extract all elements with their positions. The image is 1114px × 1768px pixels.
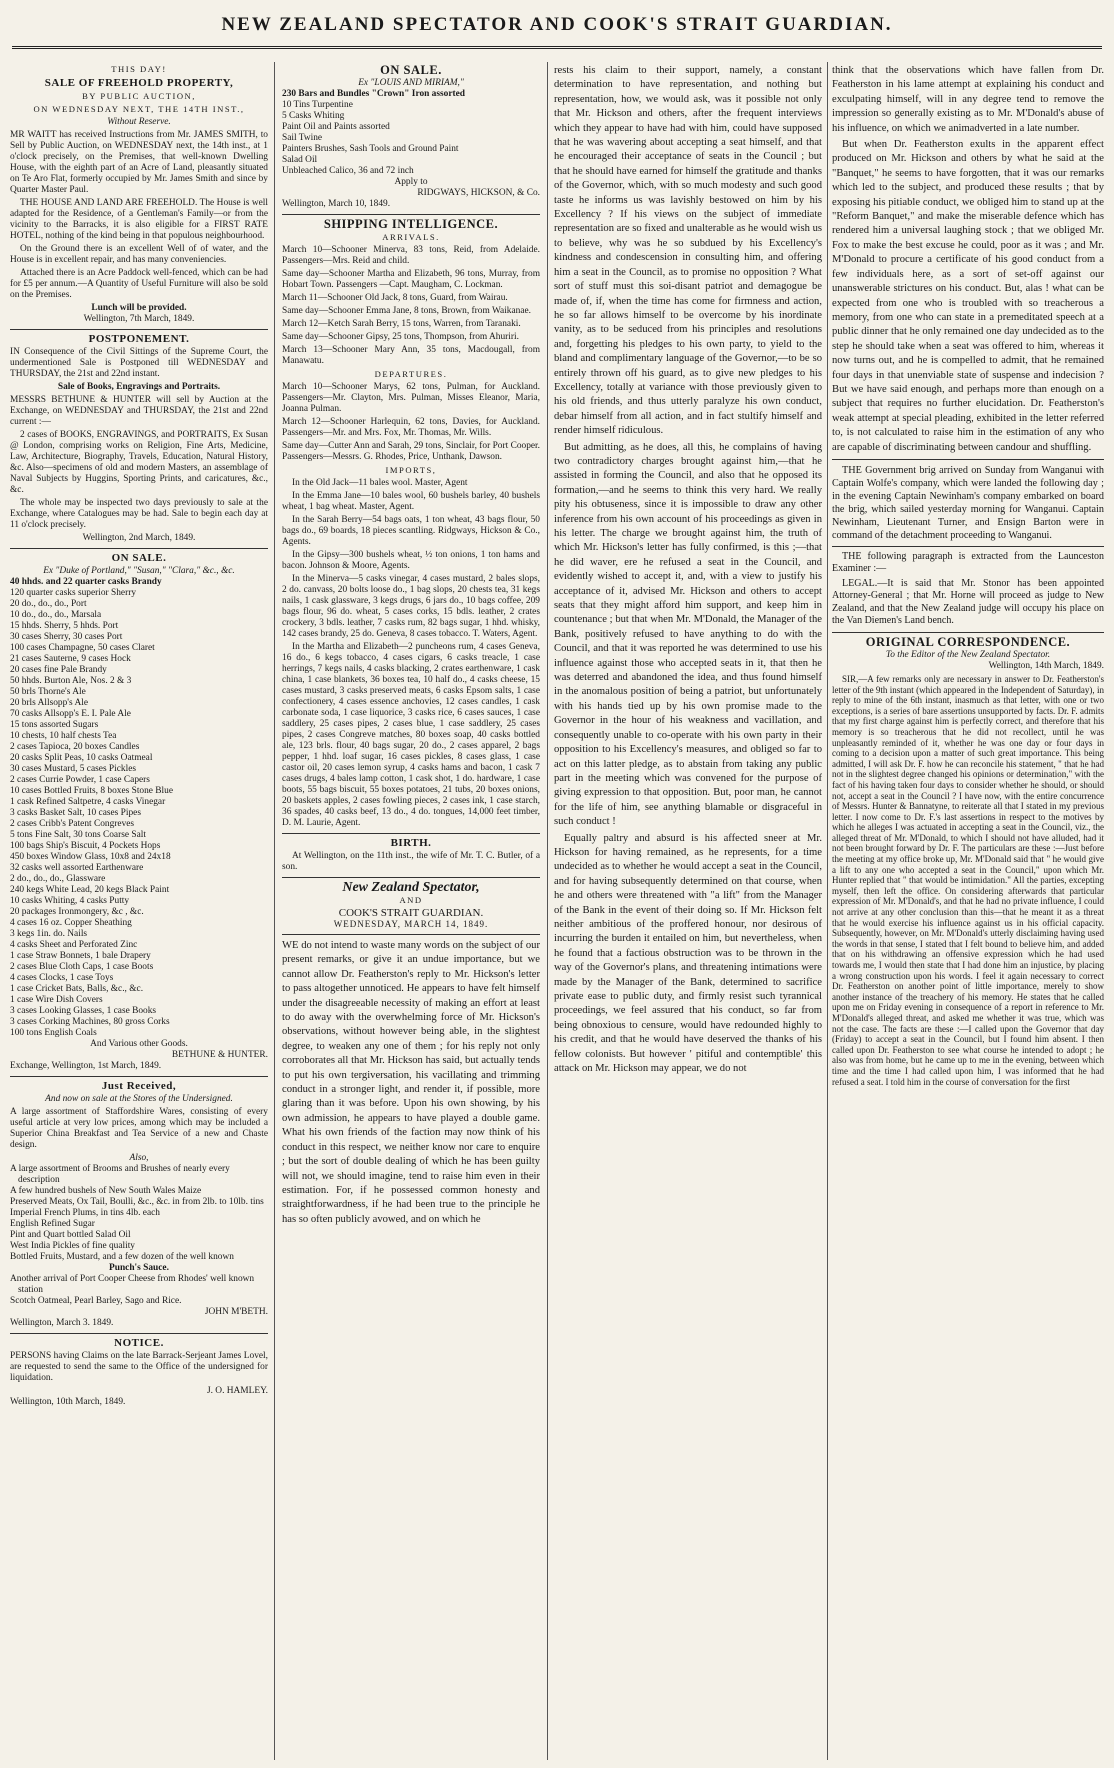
list-item: 70 casks Allsopp's E. I. Pale Ale bbox=[10, 709, 131, 719]
list-item: 30 cases Sherry, 30 cases Port bbox=[10, 632, 123, 642]
ad-subhead: Sale of Books, Engravings and Portraits. bbox=[57, 382, 221, 392]
list-item: 1 case Straw Bonnets, 1 bale Drapery bbox=[10, 951, 151, 961]
list-item: 4 cases Clocks, 1 case Toys bbox=[10, 973, 114, 983]
birth-notice: At Wellington, on the 11th inst., the wife of Mr. T. C. Butler, of a son. bbox=[282, 851, 540, 872]
ad-subtitle: ON WEDNESDAY NEXT, THE 14TH INST., bbox=[33, 104, 245, 114]
list-item: 5 tons Fine Salt, 30 tons Coarse Salt bbox=[10, 830, 146, 840]
ad-subtitle: BY PUBLIC AUCTION, bbox=[82, 91, 196, 101]
list-item: 2 cases Tapioca, 20 boxes Candles bbox=[10, 742, 140, 752]
shipping-entry: March 12—Schooner Harlequin, 62 tons, Davies, for Auckland. Passengers—Mr. and Mrs. Fox, Mr. Thomas, Mr. Wills. bbox=[282, 417, 540, 438]
list-item: 15 tons assorted Sugars bbox=[10, 720, 99, 730]
editorial-masthead-and: AND bbox=[399, 895, 423, 905]
shipping-entry: In the Sarah Berry—54 bags oats, 1 ton wheat, 43 bags flour, 50 bags do., 69 boards, 18 pieces scantling. Ridgways, Hickson & Co., Agents. bbox=[282, 515, 540, 547]
list-item: 10 do., do., do., Marsala bbox=[10, 610, 102, 620]
ad-lead: 230 Bars and Bundles "Crown" Iron assorted bbox=[282, 89, 466, 99]
list-item: 3 casks Basket Salt, 10 cases Pipes bbox=[10, 808, 141, 818]
list-item: 10 Tins Turpentine bbox=[282, 100, 353, 110]
editorial-paragraph: rests his claim to their support, namely, a constant determination to have representation, and nothing but representation, how, we would ask, was it possible not only that Mr. Hickson and others, after the frequent interviews which they appear to have had with him, could have supposed that he was wavering about accepting a seat himself, and that he encouraged their acceptance of seats in the Council ; but that he should have earned for himself the gratitude and thanks of the Governor, which, with so much modesty and such good taste he informs us was lavishly bestowed on him by his Excellency ? If his views on the subject of immediate representation are so fixed and unalterable as he would wish us to believe, why was he so subdued by his Excellency's kindness and condescension in consulting him, and offering him a seat in the Council, as to promise no opposition ? What sort of stuff must this soi-disant patriot and demagogue be made of, if, when the time has come for firmness and action, he so far allows himself to be overcome by his inordinate vanity, as to be seduced from his principles and resolutions and, forgetting his pledges to his own party, to yield to the bland and complimentary language of the Governor,—to be so entirely thrown off his guard, as to give new pledges to his Excellency, totally at variance with those previously given to his old friends, and thus utterly paralyze his own conduct, debar himself from all action, and in fact stultify himself and render himself ridiculous. bbox=[554, 65, 822, 437]
editorial-paragraph: think that the observations which have fallen from Dr. Featherston in his lame attempt at explaining his conduct and exculpating himself, will in any degree tend to remove the impression so generally existing as to Mr. M'Donald's abuse of his influence, on which we animadverted in a late number. bbox=[832, 65, 1104, 134]
ad-paragraph: 2 cases of BOOKS, ENGRAVINGS, and PORTRAITS, Ex Susan @ London, comprising works on Religion, Fine Arts, Medicine, Law, Architecture, Biography, Travels, Education, Natural History, &c. Also—specimens of old and modern Masters, an assemblage of Naval Subjects by Huggins, Sporting Prints, and caricatures, &c., &c. bbox=[10, 430, 268, 495]
ad-date: Wellington, 7th March, 1849. bbox=[83, 314, 195, 324]
ad-paragraph: A large assortment of Staffordshire Wares, consisting of every useful article at very low prices, among which may be included a Superior China Breakfast and Tea Service of a new and Chaste design. bbox=[10, 1107, 268, 1150]
ad-date: Wellington, March 3. 1849. bbox=[10, 1318, 114, 1328]
editorial-paragraph: Equally paltry and absurd is his affected sneer at Mr. Hickson for having remained, as he represents, for a time undecided as to whether he would accept a seat in the Council, and for having subsequently determined on that course, when he and others were threatened with "a lift" from the Manager of the Bank in the event of their doing so. If Mr. Hickson felt neither ambitious of the proffered honour, nor desirous of incurring the burden it entailed on him, but nevertheless, when he found that a factious obstruction was to be thrown in the way of the Governor's plans, and threatening intimations were made by the Manager of the Bank, determined to sacrifice private ease to public duty, and firmly resist such tyrannical proceedings, we feel assured that his conduct, so far from being obnoxious to censure, would have redounded highly to his credit, and that he would have deserved the thanks of his fellow colonists. But however ' pitiful and contemptible' this attack on Mr. Hickson may appear, we do not bbox=[554, 832, 822, 1075]
ad-title: Just Received, bbox=[101, 1080, 177, 1092]
ad-subhead: Also, bbox=[129, 1153, 149, 1163]
ad-date: Exchange, Wellington, 1st March, 1849. bbox=[10, 1061, 162, 1071]
ad-subhead: Punch's Sauce. bbox=[109, 1263, 169, 1273]
ad-date: Wellington, March 10, 1849. bbox=[282, 199, 391, 209]
shipping-entry: In the Gipsy—300 bushels wheat, ½ ton onions, 1 ton hams and bacon. Johnson & Moore, Agents. bbox=[282, 550, 540, 571]
goods-list bbox=[282, 100, 540, 177]
divider bbox=[832, 632, 1104, 633]
list-item: Painters Brushes, Sash Tools and Ground Paint bbox=[282, 144, 459, 154]
column-divider bbox=[274, 62, 275, 1760]
newspaper-title: NEW ZEALAND SPECTATOR AND COOK'S STRAIT GUARDIAN. bbox=[221, 14, 893, 35]
ad-title: NOTICE. bbox=[114, 1337, 164, 1349]
shipping-entry: In the Emma Jane—10 bales wool, 60 bushels barley, 40 bushels wheat, 1 bag wheat. Master, Agent. bbox=[282, 491, 540, 512]
section-title: SHIPPING INTELLIGENCE. bbox=[323, 217, 499, 231]
ad-kicker: THIS DAY! bbox=[111, 64, 167, 74]
divider bbox=[832, 459, 1104, 460]
shipping-entry: March 12—Ketch Sarah Berry, 15 tons, Warren, from Taranaki. bbox=[282, 319, 521, 329]
section-title: ORIGINAL CORRESPONDENCE. bbox=[865, 634, 1071, 649]
column-divider bbox=[827, 62, 828, 1760]
news-paragraph: THE following paragraph is extracted from the Launceston Examiner :— bbox=[832, 550, 1104, 575]
shipping-entry: Same day—Schooner Emma Jane, 8 tons, Brown, from Waikanae. bbox=[282, 306, 532, 316]
ad-paragraph: THE HOUSE AND LAND ARE FREEHOLD. The House is well adapted for the Residence, of a Gentleman's Family—or from the vicinity to the Barracks, it is also eligible for a FIRST RATE HOTEL, nothing of the kind being in that populous neighbourhood. bbox=[10, 198, 268, 241]
goods-list bbox=[10, 577, 268, 1050]
list-item: And Various other Goods. bbox=[90, 1039, 188, 1049]
list-item: 21 cases Sauterne, 9 cases Hock bbox=[10, 654, 131, 664]
list-item: 15 hhds. Sherry, 5 hhds. Port bbox=[10, 621, 119, 631]
ad-paragraph: MR WAITT has received Instructions from Mr. JAMES SMITH, to Sell by Public Auction, on WEDNESDAY next, the 14th inst., at 1 o'clock precisely, on the Premises, that well-known Dwelling House, with the eighth part of an Acre of Land, pleasantly situated on Te Aro Flat, formerly occupied by Mr. James Smith and since by Quarter Master Paul. bbox=[10, 130, 268, 195]
list-item: English Refined Sugar bbox=[10, 1219, 95, 1229]
list-item: 2 do., do., do., Glassware bbox=[10, 874, 106, 884]
shipping-entry: Same day—Schooner Gipsy, 25 tons, Thompson, from Ahuriri. bbox=[282, 332, 519, 342]
goods-list bbox=[10, 1164, 268, 1263]
ad-title: SALE OF FREEHOLD PROPERTY, bbox=[44, 77, 234, 89]
ad-paragraph: MESSRS BETHUNE & HUNTER will sell by Auction at the Exchange, on WEDNESDAY and THURSDAY, the 21st and 22nd current :— bbox=[10, 395, 268, 427]
ad-subtitle: And now on sale at the Stores of the Undersigned. bbox=[45, 1094, 233, 1104]
list-item: 30 cases Mustard, 5 cases Pickles bbox=[10, 764, 137, 774]
list-item: Bottled Fruits, Mustard, and a few dozen of the well known bbox=[10, 1252, 234, 1262]
news-paragraph: THE Government brig arrived on Sunday from Wanganui with Captain Wolfe's company, which were landed the following day ; in the evening Captain Newinham's company embarked on board the brig, which sailed yesterday morning for Wanganui. Captain Newinham, Lieutenant Turner, and Ensign Barton were in command of the detachment proceeding to Wanganui. bbox=[832, 464, 1104, 541]
list-item: Scotch Oatmeal, Pearl Barley, Sago and Rice. bbox=[10, 1296, 182, 1306]
list-item: 1 case Cricket Bats, Balls, &c., &c. bbox=[10, 984, 144, 994]
list-item: Pint and Quart bottled Salad Oil bbox=[10, 1230, 131, 1240]
column-2 bbox=[282, 62, 540, 1762]
ad-signature: BETHUNE & HUNTER. bbox=[171, 1050, 268, 1060]
shipping-entry: In the Old Jack—11 bales wool. Master, Agent bbox=[292, 478, 468, 488]
list-item: 100 tons English Coals bbox=[10, 1028, 97, 1038]
column-4 bbox=[832, 62, 1104, 1762]
masthead-rule bbox=[12, 46, 1102, 49]
ad-title: ON SALE. bbox=[111, 552, 167, 564]
editorial-paragraph: WE do not intend to waste many words on the subject of our present remarks, or give it an undue importance, but we cannot allow Dr. Featherston's reply to Mr. Hickson's letter to pass altogether unnoticed. He appears to have felt himself under the disagreeable necessity of making an effort at least to do away with the overwhelming force of Mr. Hickson's observations, without however being able, in the slightest degree, to weaken any one of them ; for his reply not only corroborates all that Mr. Hickson has said, but actually tends to put his own tergiversation, his vacillating and trimming conduct in a stronger light, and render it, if possible, more glaring than it was before. Upon his own showing, by his own admission, he appears to have played a double game. What his own friends of the faction may now think of his conduct in this respect, we neither know nor care to enquire ; but the sort of double dealing of which he has been guilty will not, we should imagine, tend to raise him even in their estimation. For, if he possessed common honesty and straightforwardness, if he had been true to the principle he has so often publicly avowed, and on which he bbox=[282, 940, 540, 1225]
list-item: West India Pickles of fine quality bbox=[10, 1241, 135, 1251]
list-item: 3 kegs 1in. do. Nails bbox=[10, 929, 88, 939]
ad-paragraph: PERSONS having Claims on the late Barrack-Serjeant James Lovel, are requested to send the same to the Office of the undersigned for liquidation. bbox=[10, 1351, 268, 1383]
ad-ships: Ex "Duke of Portland," "Susan," "Clara," &c., &c. bbox=[43, 566, 235, 576]
ad-ships: Ex "LOUIS AND MIRIAM," bbox=[358, 78, 464, 88]
list-item: 1 case Wire Dish Covers bbox=[10, 995, 103, 1005]
divider bbox=[832, 546, 1104, 547]
list-item: 100 cases Champagne, 50 cases Claret bbox=[10, 643, 155, 653]
list-item: A few hundred bushels of New South Wales Maize bbox=[10, 1186, 202, 1196]
ad-paragraph: Attached there is an Acre Paddock well-fenced, which can be had for £5 per annum.—A Quantity of Useful Furniture will also be sold on the Premises. bbox=[10, 268, 268, 300]
editorial-masthead: New Zealand Spectator, bbox=[342, 880, 480, 895]
letter-address: To the Editor of the New Zealand Spectator. bbox=[885, 649, 1051, 660]
shipping-entry: March 10—Schooner Marys, 62 tons, Pulman, for Auckland. Passengers—Mr. Clayton, Mrs. Pulman, Misses Eleanor, Maria, Joanna Pulman. bbox=[282, 382, 540, 414]
shipping-entry: Same day—Cutter Ann and Sarah, 29 tons, Sinclair, for Port Cooper. Passengers—Messrs. G. Rhodes, Price, Unthank, Dawson. bbox=[282, 441, 540, 462]
ad-title: ON SALE. bbox=[380, 63, 442, 77]
list-item: Salad Oil bbox=[282, 155, 318, 165]
list-item: 50 hhds. Burton Ale, Nos. 2 & 3 bbox=[10, 676, 132, 686]
shipping-entry: In the Martha and Elizabeth—2 puncheons rum, 4 cases Geneva, 16 do., 6 kegs tobacco, 4 cases cigars, 6 casks treacle, 1 case herrings, 7 kegs nails, 4 casks blacking, 2 crates earthenware, 1 cask china, 1 case blankets, 36 boxes tea, 10 half do., 4 casks cheese, 15 cases mustard, 3 casks preserved meats, 6 casks Epsom salts, 1 case confectionery, 4 cases essence anchovies, 12 cases candles, 1 cask carbonate soda, 1 case liquorice, 3 casks rice, 6 cases sauces, 1 case saddlery, 25 cases pipes, 2 cases blue, 1 case saddlery, 25 cases pipes, 2 cases Congreve matches, 80 boxes soap, 40 casks bottled ale, 123 brls. flour, 40 bags sugar, 20 do., 2 cases apparel, 2 bags pepper, 1 hhd. loaf sugar, 16 cases pickles, 8 cases glass, 1 case castor oil, 20 cases lemon syrup, 4 casks hams and bacon, 1 cask 7 cases drugs, 4 bales lamp cotton, 1 cask shot, 1 do. hardware, 1 case boots, 55 bags biscuit, 55 boxes potatoes, 21 tubs, 20 boxes onions, 20 baskets apples, 2 cases fowling pieces, 2 cases ink, 1 case starch, 36 spades, 40 casks beef, 13 do., 4 do. tongues, 14,000 feet timber, D. M. Laurie, Agent. bbox=[282, 642, 540, 828]
goods-list bbox=[10, 1274, 268, 1307]
list-item: Imperial French Plums, in tins 4lb. each bbox=[10, 1208, 160, 1218]
list-item: 10 chests, 10 half chests Tea bbox=[10, 731, 117, 741]
editorial-masthead-subtitle: COOK'S STRAIT GUARDIAN. bbox=[338, 907, 484, 919]
ad-note: Lunch will be provided. bbox=[91, 303, 187, 313]
list-item: 120 quarter casks superior Sherry bbox=[10, 588, 137, 598]
list-item: 32 casks well assorted Earthenware bbox=[10, 863, 144, 873]
divider bbox=[10, 548, 268, 549]
list-item: 20 packages Ironmongery, &c , &c. bbox=[10, 907, 144, 917]
list-item: Another arrival of Port Cooper Cheese from Rhodes' well known station bbox=[10, 1274, 255, 1295]
ad-title: POSTPONEMENT. bbox=[88, 333, 190, 345]
list-item: 10 cases Bottled Fruits, 8 boxes Stone Blue bbox=[10, 786, 174, 796]
ad-signature: J. O. HAMLEY. bbox=[206, 1386, 268, 1396]
list-item: 4 cases 16 oz. Copper Sheathing bbox=[10, 918, 132, 928]
list-item: Paint Oil and Paints assorted bbox=[282, 122, 390, 132]
list-item: 1 cask Refined Saltpetre, 4 casks Vinegar bbox=[10, 797, 166, 807]
column-divider bbox=[547, 62, 548, 1760]
letter-body: SIR,—A few remarks only are necessary in answer to Dr. Featherston's letter of the 9th instant (which appeared in the Independent of Saturday), in reply to mine of the 6th instant, inasmuch as that letter, with one or two exceptions, is a series of bare assertions unsupported by facts. Dr. F. admits that my first charge against him is perfectly correct, and therefore that his memory is so treacherous that he did not recollect, until he was unpleasantly reminded of it, whether he was one day or four days in coming to a decision upon a matter of such great importance. This being admitted, I will ask Dr. F. how he can reconcile his statement, " that he had not in the slightest degree changed his opinions or determination," with the fact of his having taken four days to consider whether he should, or should not, accept a seat in the Council ? I have now, with the entire concurrence of Messrs. Hunter & Bannatyne, to reiterate all that I stated in my previous letter. I now come to Dr. F.'s last assertions in respect to the motives by which he alleges I was actuated in accepting a seat in the Council, viz., the alleged threat of Mr. M'Donald, to which I should not have alluded, had it not been brought forward by Dr. F. The particulars are these :—Just before the meeting at my office broke up, Mr. M'Donald said that " he would give a lift to any one who accepted a seat in the Council," upon which Mr. Hunter replied that " that would be intimidation." All the parties, excepting myself, then left the office. On considering afterwards that particular expression of Mr. M'Donald's, and that he had no private influence, I could not arrive at any other conclusion than this—that he meant it as a threat that he would exercise his influence against us in his official capacity. Subsequently, however, on Mr. M'Donald's utterly disclaiming having used the words in that sense, I stated that I felt bound to believe him, and added that on his withdrawing an offensive expression which he had used towards me, I would then state that I had done him an injustice, by placing a wrong construction upon his words. I feel it again necessary to correct Dr. Featherston on another point of little importance, merely to show another instance of the treachery of his memory. He states that he called upon me on Friday evening in consequence of a report in reference to Mr. M'Donald's alleged threat, and asked me whether it was true, which was not the case. The facts are these :—I called upon the Governor that day (Friday) to accept a seat in the Council, but I found him absent. I then called upon Dr. Featherston to see what course he intended to adopt ; he also was from home, but he came up to me in the evening, between which time and the time I had called upon him, I was informed that he had refused a seat. I told him in the course of conversation for the first bbox=[832, 673, 1104, 1087]
list-item: 10 casks Whiting, 4 casks Putty bbox=[10, 896, 130, 906]
ad-paragraph: The whole may be inspected two days previously to sale at the Exchange, where Catalogues may be had. Sale to begin each day at 11 o'clock precisely. bbox=[10, 498, 268, 530]
ad-date: Wellington, 2nd March, 1849. bbox=[82, 533, 196, 543]
list-item: 20 casks Split Peas, 10 casks Oatmeal bbox=[10, 753, 153, 763]
section-subhead: ARRIVALS. bbox=[382, 232, 440, 242]
divider bbox=[282, 877, 540, 878]
list-item: A large assortment of Brooms and Brushes of nearly every description bbox=[10, 1164, 230, 1185]
shipping-entry: March 10—Schooner Minerva, 83 tons, Reid, from Adelaide. Passengers—Mrs. Reid and child. bbox=[282, 245, 540, 266]
list-item: Sail Twine bbox=[282, 133, 323, 143]
ad-paragraph: IN Consequence of the Civil Sittings of the Supreme Court, the undermentioned Sale is Postponed till WEDNESDAY and THURSDAY, the 21st and 22nd instant. bbox=[10, 347, 268, 379]
list-item: Preserved Meats, Ox Tail, Boulli, &c., &c. in from 2lb. to 10lb. tins bbox=[10, 1197, 264, 1207]
ad-note: Apply to bbox=[394, 177, 428, 187]
divider bbox=[10, 1333, 268, 1334]
shipping-entry: In the Minerva—5 casks vinegar, 4 cases mustard, 2 bales slops, 2 do. canvass, 20 bolts loose do., 1 bag slops, 20 chests tea, 31 kegs nails, 1 cask glassware, 3 kegs drugs, 6 jars do., 10 bags coffee, 209 bags flour, 96 do. wheat, 5 cases corks, 15 bdls. leather, 2 crates crockery, 3 bdls. leather, 7 casks rum, 82 bags sugar, 1 hhd. whisky, 142 cases brandy, 25 do. Geneva, 8 cases tobacco. T. Waters, Agent. bbox=[282, 574, 540, 639]
divider bbox=[10, 329, 268, 330]
editorial-date: WEDNESDAY, MARCH 14, 1849. bbox=[333, 919, 489, 929]
editorial-paragraph: But admitting, as he does, all this, he complains of having two contradictory charges brought against him,—that he assisted in forming the Council, and also that he opposed its formation,—and he seems to think this very hard. We really pity his obtuseness, since it is impossible to draw any other inference from his own account of his proceedings as given in his letter. The charge we brought against him, the truth of which Mr. Hickson's letter has fully confirmed, is this ;—that he did waver, ere he refused a seat in the Council, and evidently wished to accept it, and, with a view to justify his acceptance of it, advised Mr. Hickson and others to accept seats that they might afford him support, and keep him in countenance ; but that when Mr. M'Donald, the Manager of the Bank, positively refused to have anything to do with the Council, and that it was reported he was determined to use his influence against those who accepted seats in it, that then he was deterred and abandoned the idea, and thus found himself in the anomalous position of being a patriot, but unfortunately with his hands tied up by his own promise made to the Governor in the hour of his weakness and vacillation, and consequently unable to co-operate with his own party in their opposition to his Excellency's measures, and obliged so far to act on this latter pledge, as to abstain from taking any public part in the meeting which was convened for the purpose of giving expression to that opposition. But, poor man, he cannot for the life of him, see anything blamable or disgraceful in such conduct ! bbox=[554, 441, 822, 828]
section-title: BIRTH. bbox=[390, 837, 432, 849]
list-item: 20 brls Allsopp's Ale bbox=[10, 698, 88, 708]
list-item: 5 Casks Whiting bbox=[282, 111, 345, 121]
shipping-entry: Same day—Schooner Martha and Elizabeth, 96 tons, Murray, from Hobart Town. Passengers —Capt. Maugham, C. Lockman. bbox=[282, 269, 540, 290]
divider bbox=[282, 214, 540, 215]
list-item: 20 do., do., do., Port bbox=[10, 599, 87, 609]
ad-date: Wellington, 10th March, 1849. bbox=[10, 1397, 126, 1407]
list-item: 40 hhds. and 22 quarter casks Brandy bbox=[10, 577, 162, 587]
section-subhead: DEPARTURES. bbox=[374, 369, 448, 379]
list-item: 450 boxes Window Glass, 10x8 and 24x18 bbox=[10, 852, 171, 862]
shipping-entry: March 13—Schooner Mary Ann, 35 tons, Macdougall, from Manawatu. bbox=[282, 345, 540, 366]
editorial-paragraph: But when Dr. Featherston exults in the apparent effect produced on Mr. Hickson and others by what he said at the "Banquet," he seems to have forgotten, that it was our remarks which led to the subject, and produced these results ; that by exposing his pitiable conduct, we obliged him to stand up at the "Reform Banquet," and make the miserable defence which has rendered him a universal laughing stock ; that we obliged Mr. Fox to make the best excuse he could, poor as it was ; and Mr. M'Donald to procure a certificate of his good conduct from a few individuals here, as a sort of set-off against our unanswerable strictures on his conduct. But, alas ! what can be expected from one who is troubled with so treacherous a memory, from one who can state in a premeditated speech at a public dinner that he only remained one day undecided as to the step he should take when a seat was offered to him, whereas it now turns out, and he is compelled to admit, that he remained four days in that unenviable state of suspense and indecision ? But we have said enough, and perhaps more than enough on a subject that requires no further elucidation. Dr. Featherston's weak attempt at special pleading, exhibited in the letter referred to, is not calculated to raise him in the estimation of any who are capable of discriminating between candour and shuffling. bbox=[832, 139, 1104, 453]
ad-subtitle: Without Reserve. bbox=[107, 117, 171, 127]
column-1 bbox=[10, 62, 268, 1762]
divider bbox=[10, 1076, 268, 1077]
list-item: 50 brls Thorne's Ale bbox=[10, 687, 86, 697]
list-item: 2 cases Currie Powder, 1 case Capers bbox=[10, 775, 150, 785]
list-item: 20 cases fine Pale Brandy bbox=[10, 665, 107, 675]
masthead bbox=[0, 0, 1114, 66]
list-item: 3 cases Corking Machines, 80 gross Corks bbox=[10, 1017, 170, 1027]
list-item: 100 bags Ship's Biscuit, 4 Pockets Hops bbox=[10, 841, 161, 851]
news-paragraph: LEGAL.—It is said that Mr. Stonor has been appointed Attorney-General ; that Mr. Horne will proceed as judge to New Zealand, and that the New Zealand judge will occupy his place on the Van Diemen's Land bench. bbox=[832, 577, 1104, 627]
section-subhead: IMPORTS, bbox=[385, 465, 437, 475]
divider bbox=[282, 833, 540, 834]
list-item: 2 cases Blue Cloth Caps, 1 case Boots bbox=[10, 962, 154, 972]
list-item: 2 cases Cribb's Patent Congreves bbox=[10, 819, 135, 829]
list-item: 4 casks Sheet and Perforated Zinc bbox=[10, 940, 138, 950]
list-item: Unbleached Calico, 36 and 72 inch bbox=[282, 166, 414, 176]
divider bbox=[282, 934, 540, 935]
ad-signature: RIDGWAYS, HICKSON, & Co. bbox=[417, 188, 540, 198]
shipping-entry: March 11—Schooner Old Jack, 8 tons, Guard, from Wairau. bbox=[282, 293, 508, 303]
letter-date: Wellington, 14th March, 1849. bbox=[988, 660, 1104, 671]
ad-paragraph: On the Ground there is an excellent Well of of water, and the House is in excellent repair, and has many conveniencies. bbox=[10, 244, 268, 265]
ad-signature: JOHN M'BETH. bbox=[204, 1307, 268, 1317]
list-item: 240 kegs White Lead, 20 kegs Black Paint bbox=[10, 885, 170, 895]
column-3 bbox=[554, 62, 822, 1762]
list-item: 3 cases Looking Glasses, 1 case Books bbox=[10, 1006, 157, 1016]
